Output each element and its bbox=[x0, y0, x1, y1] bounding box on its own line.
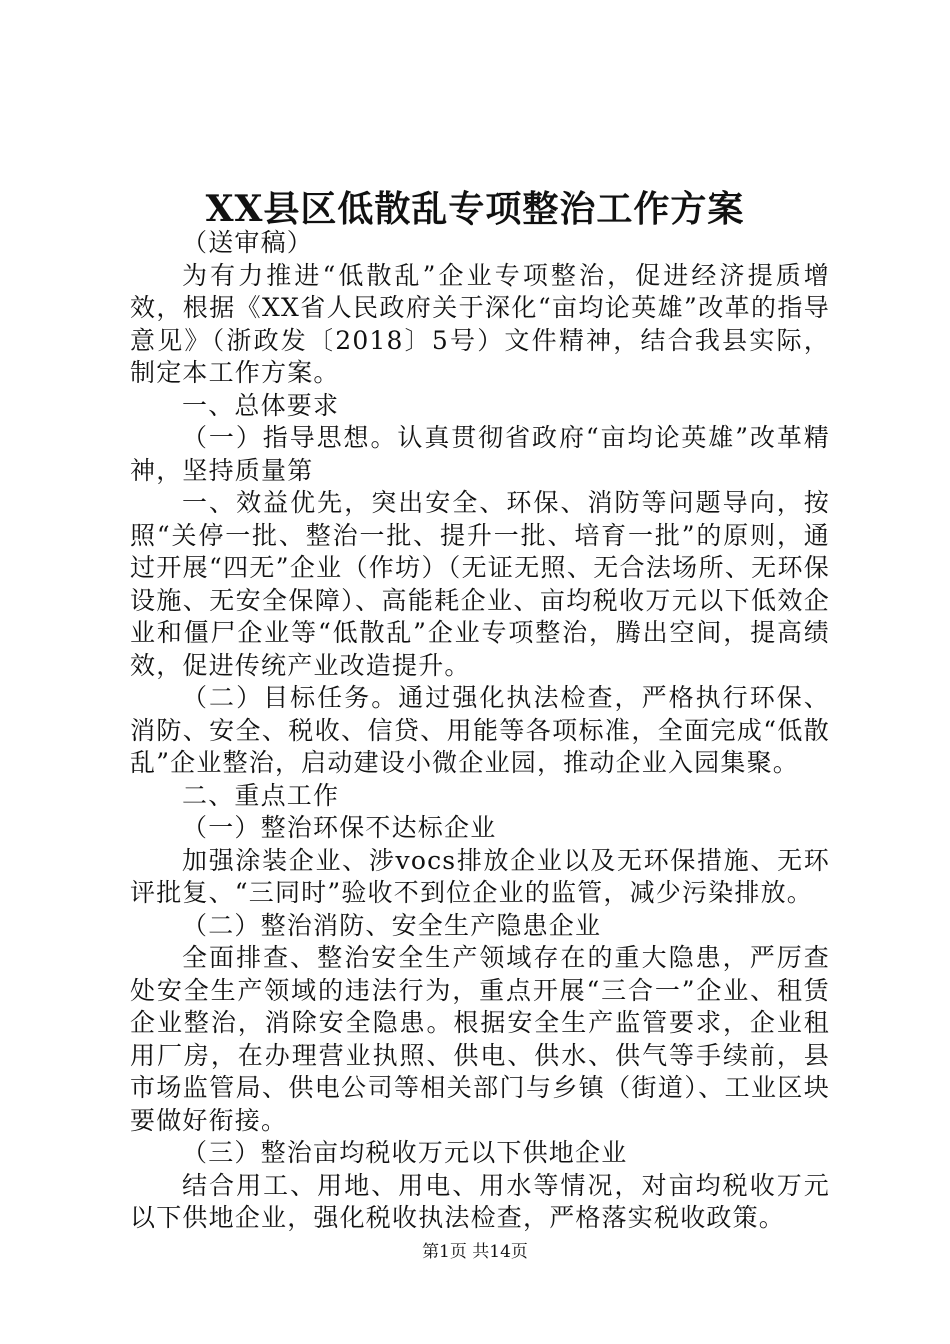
intro-paragraph: 为有力推进“低散乱”企业专项整治，促进经济提质增效，根据《XX省人民政府关于深化“亩均论英雄”改革的指导意见》（浙政发〔2018〕5号）文件精神，结合我县实际，制定本工作方案。 bbox=[130, 260, 830, 387]
page-footer: 第1页 共14页 bbox=[422, 1242, 528, 1262]
section-heading-1: 一、总体要求 bbox=[182, 390, 340, 420]
environmental-paragraph: 加强涂装企业、涉vocs排放企业以及无环保措施、无环评批复、“三同时”验收不到位企业的监管，减少污染排放。 bbox=[130, 845, 830, 907]
targets-paragraph: （二）目标任务。通过强化执法检查，严格执行环保、消防、安全、税收、信贷、用能等各项标准，全面完成“低散乱”企业整治，启动建设小微企业园，推动企业入园集聚。 bbox=[130, 683, 830, 777]
principles-paragraph: 一、效益优先，突出安全、环保、消防等问题导向，按照“关停一批、整治一批、提升一批、培育一批”的原则，通过开展“四无”企业（作坊）（无证无照、无合法场所、无环保设施、无安全保障）、高能耗企业、亩均税收万元以下低效企业和僵尸企业等“低散乱”企业专项整治，腾出空间，提高绩效，促进传统产业改造提升。 bbox=[130, 488, 830, 680]
subheading-safety: （二）整治消防、安全生产隐患企业 bbox=[182, 910, 602, 940]
draft-note: （送审稿） bbox=[182, 228, 314, 257]
subheading-environmental: （一）整治环保不达标企业 bbox=[182, 813, 497, 842]
guiding-ideology-paragraph: （一）指导思想。认真贯彻省政府“亩均论英雄”改革精神，坚持质量第 bbox=[130, 423, 830, 485]
document-title: XX县区低散乱专项整治工作方案 bbox=[205, 188, 745, 230]
subheading-tax: （三）整治亩均税收万元以下供地企业 bbox=[182, 1138, 628, 1167]
document-body bbox=[130, 227, 830, 1235]
section-heading-2: 二、重点工作 bbox=[182, 780, 340, 810]
safety-paragraph: 全面排查、整治安全生产领域存在的重大隐患，严厉查处安全生产领域的违法行为，重点开展“三合一”企业、租赁企业整治，消除安全隐患。根据安全生产监管要求，企业租用厂房，在办理营业执照、供电、供水、供气等手续前，县市场监管局、供电公司等相关部门与乡镇（街道）、工业区块要做好衔接。 bbox=[130, 943, 830, 1135]
tax-paragraph: 结合用工、用地、用电、用水等情况，对亩均税收万元以下供地企业，强化税收执法检查，严格落实税收政策。 bbox=[130, 1170, 830, 1232]
